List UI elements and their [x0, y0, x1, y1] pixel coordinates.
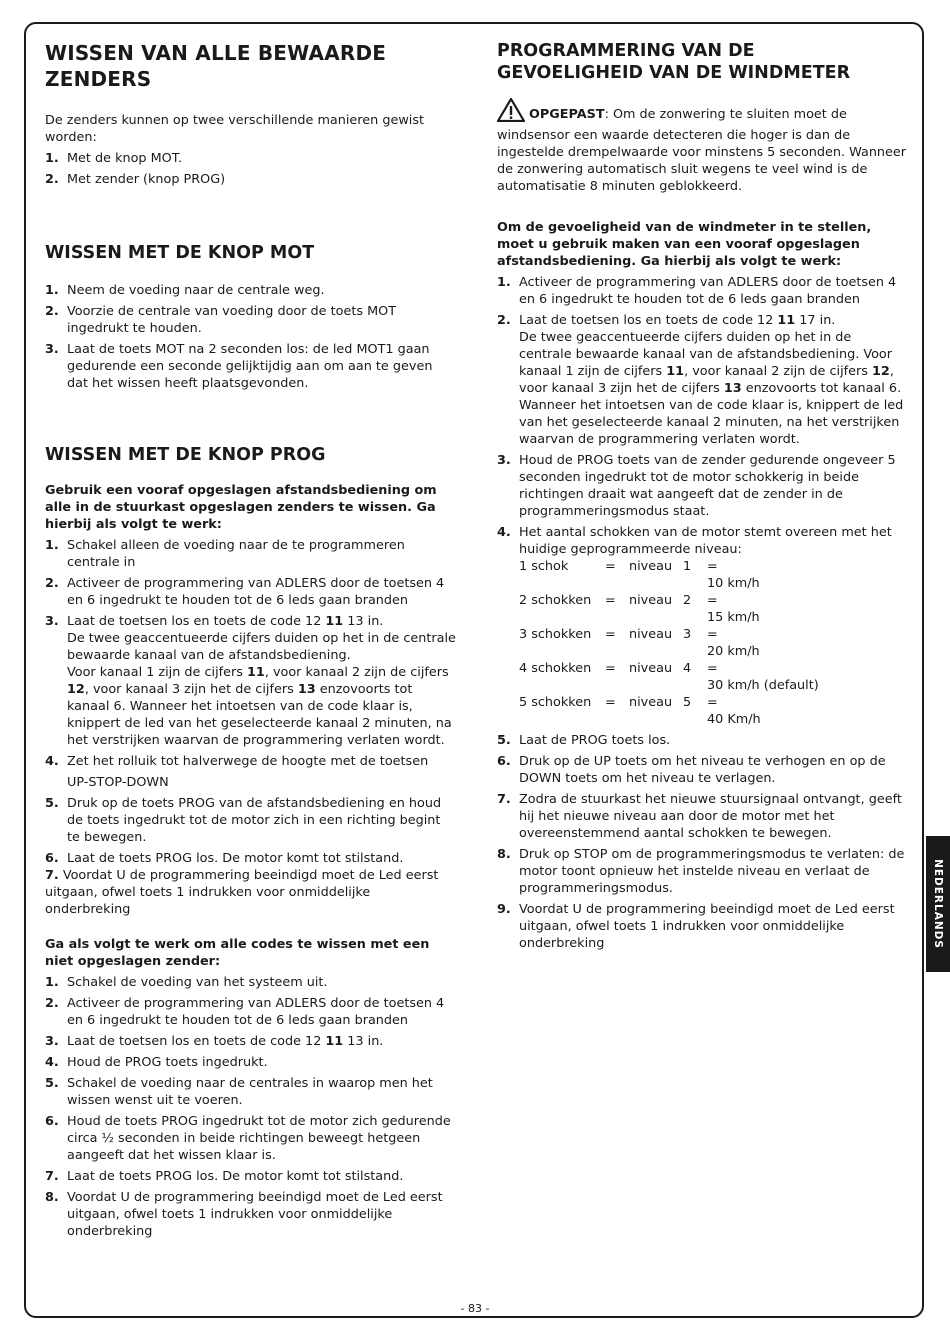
list-item: 6. Druk op de UP toets om het niveau te verhogen en op de DOWN toets om het niveau te verlagen.	[497, 754, 886, 786]
page-number: - 83 -	[460, 1302, 490, 1315]
list-item: 2. Met zender (knop PROG)	[45, 172, 226, 187]
list-item: 3. Laat de toets MOT na 2 seconden los: de led MOT1 gaan gedurende een seconde gelijktijdig aan om aan te geven dat het wissen heeft plaatsgevonden.	[45, 342, 433, 391]
list-item: 2. Laat de toetsen los en toets de code 12 11 17 in. De twee geaccentueerde cijfers duiden op het in de centrale bewaarde kanaal van de afstandsbediening. Voor kanaal 1 zijn de cijfers 11, voor kanaal 2 zijn de cijfers 12, voor kanaal 3 zijn het de cijfers 13 enzovoorts tot kanaal 6. Wanneer het intoetsen van de code klaar is, knippert de led van het geselecteerde kanaal 2 minuten, na het verstrijken waarvan de programmering verlaten wordt.	[497, 313, 904, 447]
list-item: 9. Voordat U de programmering beeindigd moet de Led eerst uitgaan, ofwel toets 1 indrukken voor onmiddelijke onderbreking	[497, 902, 895, 951]
warning-label: OPGEPAST	[529, 107, 605, 122]
levels-table	[519, 558, 907, 728]
title-windmeter: PROGRAMMERING VAN DE GEVOELIGHEID VAN DE WINDMETER	[497, 41, 851, 83]
list-item: 8. Voordat U de programmering beeindigd moet de Led eerst uitgaan, ofwel toets 1 indrukken voor onmiddelijke onderbreking	[45, 1190, 443, 1239]
prog-step-7: 7. Voordat U de programmering beeindigd moet de Led eerst uitgaan, ofwel toets 1 indrukken voor onmiddelijke onderbreking	[45, 868, 439, 917]
right-column	[497, 40, 907, 952]
list-item: 5. Schakel de voeding naar de centrales in waarop men het wissen wenst uit te voeren.	[45, 1076, 433, 1108]
list-item: 3. Laat de toetsen los en toets de code 12 11 13 in.	[45, 1034, 384, 1049]
warning-paragraph	[497, 98, 907, 195]
list-item: 7. Zodra de stuurkast het nieuwe stuursignaal ontvangt, geeft hij het nieuwe niveau aan door de motor met het overeenstemmend aantal schokken te bewegen.	[497, 792, 902, 841]
level-row: 5 schokken = niveau 5 =40 Km/h	[519, 695, 761, 727]
list-item: 4. Zet het rolluik tot halverwege de hoogte met de toetsen UP-STOP-DOWN	[45, 754, 429, 790]
level-row: 1 schok = niveau 1 =10 km/h	[519, 559, 760, 591]
title-wissen-alle: WISSEN VAN ALLE BEWAARDE ZENDERS	[45, 41, 387, 91]
windmeter-intro: Om de gevoeligheid van de windmeter in te stellen, moet u gebruik maken van een vooraf opgeslagen afstandsbediening. Ga hierbij als volgt te werk:	[497, 220, 872, 269]
list-item: 1. Schakel alleen de voeding naar de te programmeren centrale in	[45, 538, 405, 570]
level-row: 3 schokken = niveau 3 =20 km/h	[519, 627, 760, 659]
list-item: 3. Houd de PROG toets van de zender gedurende ongeveer 5 seconden ingedrukt tot de motor schokkerig in beide richtingen draait wat aangeeft dat de zender in de programmeringsmodus staat.	[497, 453, 896, 519]
list-item: 2. Activeer de programmering van ADLERS door de toetsen 4 en 6 ingedrukt te houden tot de 6 leds gaan branden	[45, 996, 445, 1028]
list-item: 4. Het aantal schokken van de motor stemt overeen met het huidige geprogrammeerde niveau: 1 schok = niveau 1 =10 km/h 2 schokken = niveau 2 =15 km/h 3 schokken = niveau 3 =20 km/h 4 schokken = niveau 4 =30 km/h (default) 5 schokken = niveau 5 =40 Km/h	[497, 524, 907, 728]
list-item: 8. Druk op STOP om de programmeringsmodus te verlaten: de motor toont opnieuw het instelde niveau en verlaat de programmeringsmodus.	[497, 847, 905, 896]
list-item: 2. Activeer de programmering van ADLERS door de toetsen 4 en 6 ingedrukt te houden tot de 6 leds gaan branden	[45, 576, 445, 608]
left-column	[45, 40, 457, 1240]
noncodes-intro: Ga als volgt te werk om alle codes te wissen met een niet opgeslagen zender:	[45, 937, 430, 969]
list-item: 1. Neem de voeding naar de centrale weg.	[45, 283, 325, 298]
list-item: 4. Houd de PROG toets ingedrukt.	[45, 1055, 268, 1070]
level-row: 2 schokken = niveau 2 =15 km/h	[519, 593, 760, 625]
heading-wissen-mot: WISSEN MET DE KNOP MOT	[45, 243, 315, 263]
mot-steps	[45, 282, 457, 392]
windmeter-steps	[497, 274, 907, 952]
list-item: 2. Voorzie de centrale van voeding door de toets MOT ingedrukt te houden.	[45, 304, 397, 336]
list-item: 7. Laat de toets PROG los. De motor komt tot stilstand.	[45, 1169, 404, 1184]
list-item: 1. Met de knop MOT.	[45, 151, 183, 166]
prog-steps	[45, 537, 457, 867]
warning-icon	[497, 98, 525, 127]
language-tab: NEDERLANDS	[926, 836, 950, 972]
list-item: 5. Druk op de toets PROG van de afstandsbediening en houd de toets ingedrukt tot de motor zich in een richting begint te bewegen.	[45, 796, 442, 845]
warning-text: : Om de zonwering te sluiten moet de windsensor een waarde detecteren die hoger is dan de ingestelde drempelwaarde voor minstens 5 seconden. Wanneer de zonwering automatisch sluit wegens te veel wind is de automatisatie 8 minuten geblokkeerd.	[497, 107, 907, 194]
heading-wissen-prog: WISSEN MET DE KNOP PROG	[45, 445, 326, 465]
list-item: 1. Activeer de programmering van ADLERS door de toetsen 4 en 6 ingedrukt te houden tot de 6 leds gaan branden	[497, 275, 897, 307]
list-item: 3. Laat de toetsen los en toets de code 12 11 13 in. De twee geaccentueerde cijfers duiden op het in de centrale bewaarde kanaal van de afstandsbediening. Voor kanaal 1 zijn de cijfers 11, voor kanaal 2 zijn de cijfers 12, voor kanaal 3 zijn het de cijfers 13 enzovoorts tot kanaal 6. Wanneer het intoetsen van de code klaar is, knippert de led van het geselecteerde kanaal 2 minuten, na het verstrijken waarvan de programmering verlaten wordt.	[45, 614, 456, 748]
list-item: 6. Houd de toets PROG ingedrukt tot de motor zich gedurende circa ½ seconden in beide richtingen beweegt hetgeen aangeeft dat het wissen klaar is.	[45, 1114, 451, 1163]
prog-intro: Gebruik een vooraf opgeslagen afstandsbediening om alle in de stuurkast opgeslagen zenders te wissen. Ga hierbij als volgt te werk:	[45, 483, 437, 532]
list-item: 1. Schakel de voeding van het systeem uit.	[45, 975, 328, 990]
intro-list	[45, 150, 457, 188]
level-row: 4 schokken = niveau 4 =30 km/h (default)	[519, 661, 819, 693]
noncodes-steps	[45, 974, 457, 1240]
list-item: 5. Laat de PROG toets los.	[497, 733, 671, 748]
intro-text: De zenders kunnen op twee verschillende manieren gewist worden:	[45, 113, 425, 145]
list-item: 6. Laat de toets PROG los. De motor komt tot stilstand.	[45, 851, 404, 866]
